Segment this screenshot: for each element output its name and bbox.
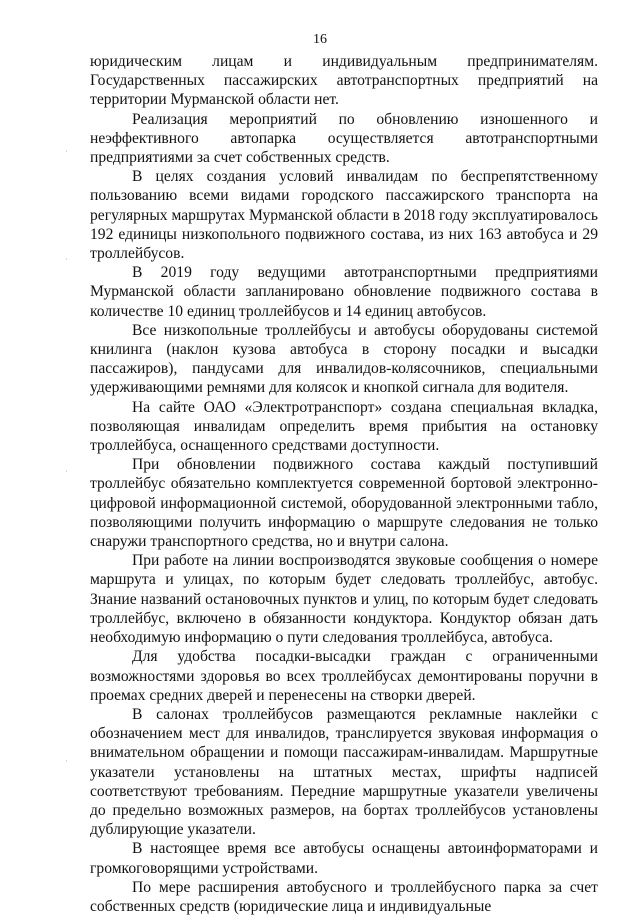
paragraph: В салонах троллейбусов размещаются рекламные наклейки с обозначением мест для инвалидов, транслируется звуковая информация о внимательном обращении и помощи пассажирам-инвалидам. Маршрутные указатели установлены на штатных местах, шрифты надписей соответствуют требованиям. Передние маршрутные указатели увеличены до предельно возможных размеров, на бортах троллейбусов установлены дублирующие указатели.: [90, 705, 598, 839]
paragraph: Реализация мероприятий по обновлению изношенного и неэффективного автопарка осуществляется автотранспортными предприятиями за счет собственных средств.: [90, 110, 598, 167]
paragraph: При работе на линии воспроизводятся звуковые сообщения о номере маршрута и улицах, по которым будет следовать троллейбус, автобус. Знание названий остановочных пунктов и улиц, по которым будет следовать троллейбус, включено в обязанности кондуктора. Кондуктор обязан дать необходимую информацию о пути следования троллейбуса, автобуса.: [90, 552, 598, 647]
scan-margin-mark: [66, 760, 67, 762]
paragraph: На сайте ОАО «Электротранспорт» создана специальная вкладка, позволяющая инвалидам определить время прибытия на остановку троллейбуса, оснащенного средствами доступности.: [90, 398, 598, 455]
paragraph: В 2019 году ведущими автотранспортными предприятиями Мурманской области запланировано обновление подвижного состава в количестве 10 единиц троллейбусов и 14 единиц автобусов.: [90, 264, 598, 320]
paragraph: В целях создания условий инвалидам по беспрепятственному пользованию всеми видами городского пассажирского транспорта на регулярных маршрутах Мурманской области в 2018 году эксплуатировалось 192 единицы низкопольного подвижного состава, из них 163 автобуса и 29 троллейбусов.: [90, 168, 598, 263]
paragraph: В настоящее время все автобусы оснащены автоинформаторами и громкоговорящими устройствами.: [90, 840, 598, 877]
paragraph: Все низкопольные троллейбусы и автобусы оборудованы системой книлинга (наклон кузова автобуса в сторону посадки и высадки пассажиров), пандусами для инвалидов-колясочников, специальными удерживающими ремнями для колясок и кнопкой сигнала для водителя.: [90, 321, 598, 397]
paragraph: По мере расширения автобусного и троллейбусного парка за счет собственных средств (юридические лица и индивидуальные: [90, 878, 598, 915]
scan-margin-mark: [66, 470, 67, 472]
scan-margin-mark: [66, 150, 67, 152]
paragraph: юридическим лицам и индивидуальным предпринимателям. Государственных пассажирских автотранспортных предприятий на территории Мурманской области нет.: [90, 53, 598, 109]
scan-margin-mark: [66, 258, 67, 260]
page-number: 16: [313, 32, 327, 47]
document-body: [90, 52, 598, 916]
paragraph: При обновлении подвижного состава каждый поступивший троллейбус обязательно комплектуется современной бортовой электронно-цифровой информационной системой, оборудованной электронными табло, позволяющими получить информацию о маршруте следования не только снаружи транспортного средства, но и внутри салона.: [90, 456, 598, 551]
paragraph: Для удобства посадки-высадки граждан с ограниченными возможностями здоровья во всех троллейбусах демонтированы поручни в проемах средних дверей и перенесены на створки дверей.: [90, 648, 598, 704]
